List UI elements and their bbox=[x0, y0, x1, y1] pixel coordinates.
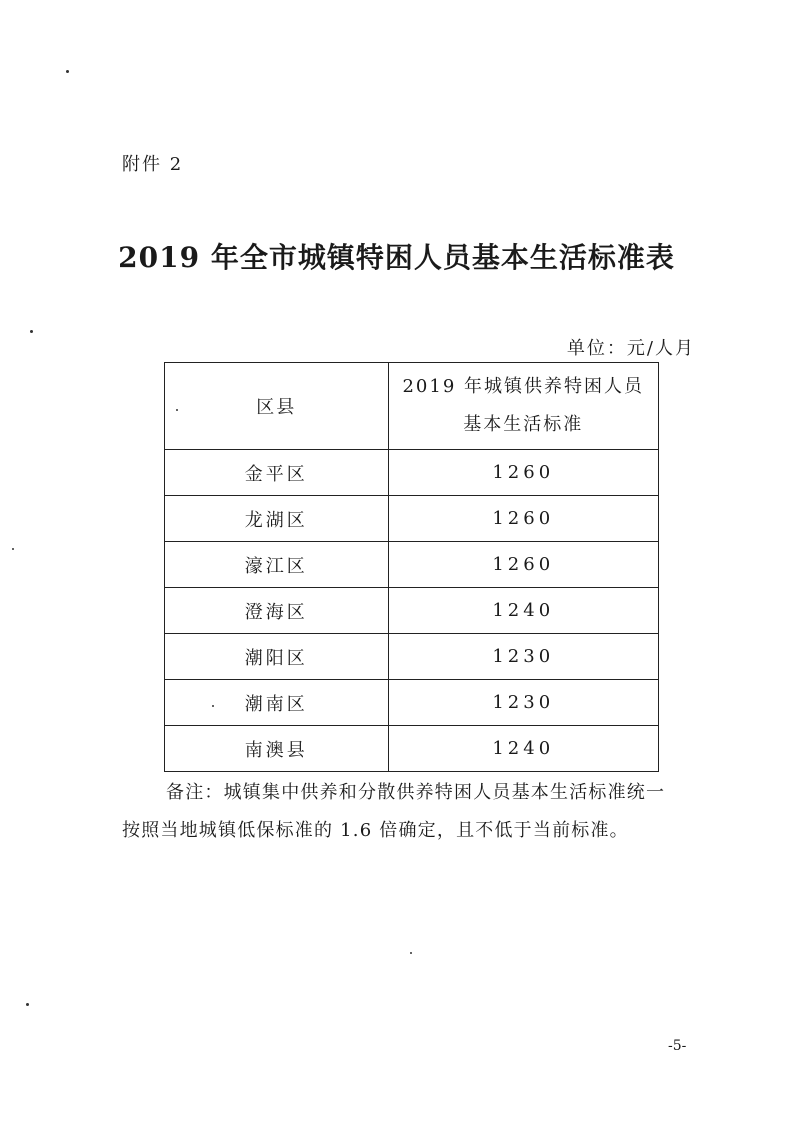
scan-speck bbox=[12, 548, 14, 550]
header-standard-line1: 2019 年城镇供养特困人员 bbox=[402, 376, 645, 397]
header-standard-line2: 基本生活标准 bbox=[463, 414, 584, 435]
standard-value-cell: 1230 bbox=[388, 680, 658, 726]
county-cell: 龙湖区 bbox=[165, 496, 389, 542]
scan-speck bbox=[30, 330, 33, 333]
scan-speck bbox=[410, 952, 412, 954]
note-line-2: 按照当地城镇低保标准的 1.6 倍确定，且不低于当前标准。 bbox=[122, 820, 629, 841]
table-row bbox=[165, 588, 659, 634]
scan-speck bbox=[66, 70, 69, 73]
table-row bbox=[165, 496, 659, 542]
table-row bbox=[165, 450, 659, 496]
document-title: 2019 年全市城镇特困人员基本生活标准表 bbox=[118, 241, 675, 274]
unit-label: 单位：元/人月 bbox=[566, 338, 695, 359]
page-number: -5- bbox=[668, 1038, 687, 1054]
standard-value-cell: 1240 bbox=[388, 588, 658, 634]
standard-value-cell: 1260 bbox=[388, 450, 658, 496]
standard-value-cell: 1260 bbox=[388, 542, 658, 588]
header-standard bbox=[388, 363, 658, 450]
standard-value-cell: 1260 bbox=[388, 496, 658, 542]
note-line-1: 备注：城镇集中供养和分散供养特困人员基本生活标准统一 bbox=[166, 782, 666, 803]
scan-speck bbox=[26, 1003, 29, 1006]
note-paragraph bbox=[122, 774, 702, 850]
table-header-row bbox=[165, 363, 659, 450]
county-cell: 潮阳区 bbox=[165, 634, 389, 680]
header-county: 区县 bbox=[165, 363, 389, 450]
standard-value-cell: 1230 bbox=[388, 634, 658, 680]
table-row bbox=[165, 680, 659, 726]
county-cell: 金平区 bbox=[165, 450, 389, 496]
scan-speck bbox=[212, 705, 214, 707]
county-cell: 南澳县 bbox=[165, 726, 389, 772]
attachment-label: 附件 2 bbox=[122, 154, 184, 175]
table-row bbox=[165, 726, 659, 772]
table-row bbox=[165, 542, 659, 588]
standard-table bbox=[164, 362, 659, 772]
county-cell: 澄海区 bbox=[165, 588, 389, 634]
standard-value-cell: 1240 bbox=[388, 726, 658, 772]
table-row bbox=[165, 634, 659, 680]
county-cell: 潮南区 bbox=[165, 680, 389, 726]
county-cell: 濠江区 bbox=[165, 542, 389, 588]
scan-speck bbox=[176, 409, 178, 411]
